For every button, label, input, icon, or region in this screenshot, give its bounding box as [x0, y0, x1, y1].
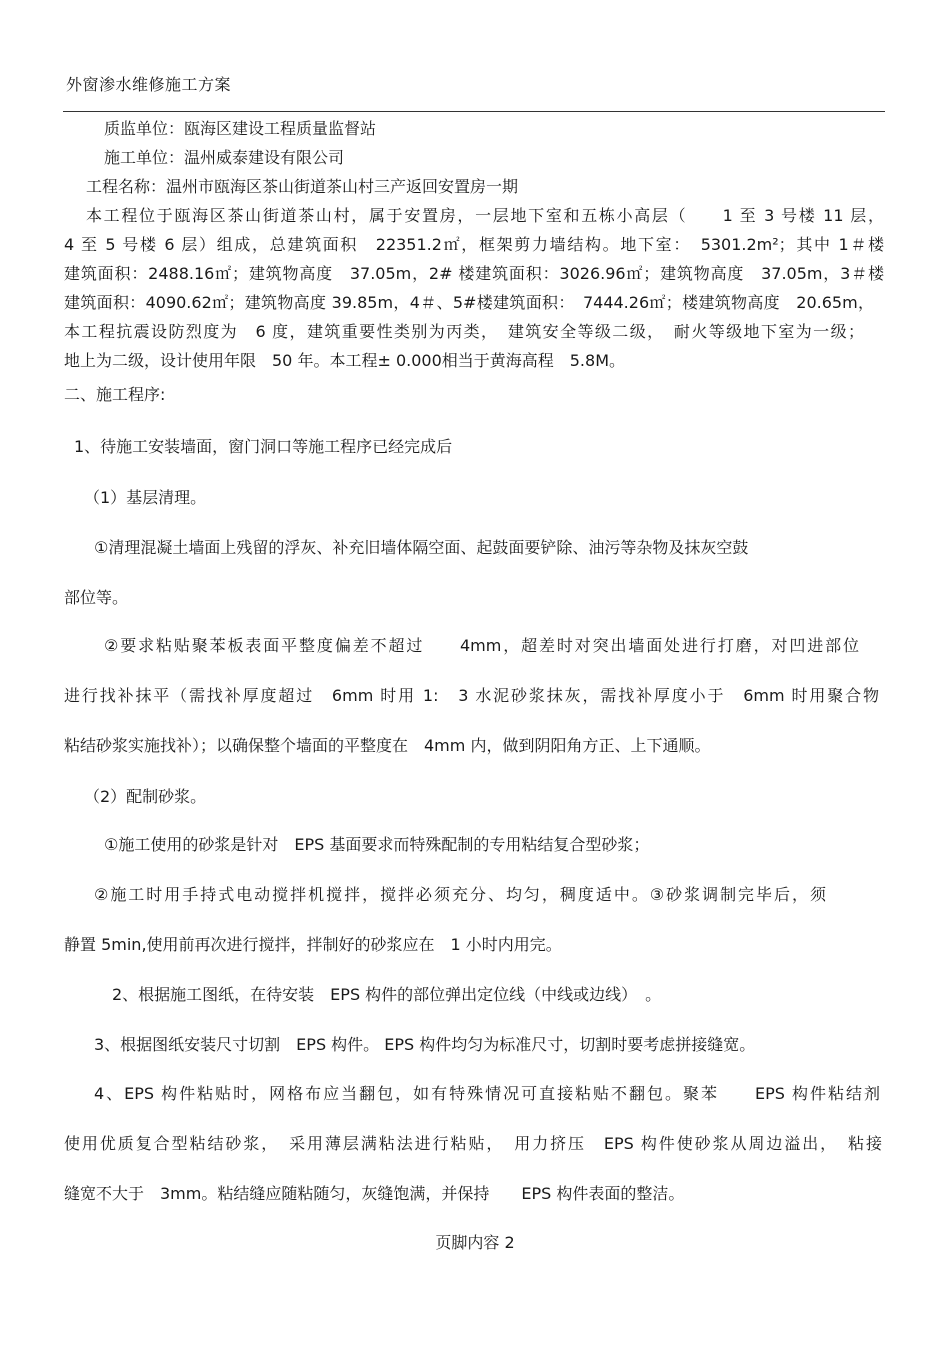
step-4-line: 使用优质复合型粘结砂浆， 采用薄层满粘法进行粘贴， 用力挤压 EPS 构件使砂浆从周边溢出， 粘接 [64, 1134, 882, 1153]
header-divider [63, 111, 885, 112]
paragraph-line: ①清理混凝土墙面上残留的浮灰、补充旧墙体隔空面、起鼓面要铲除、油污等杂物及抹灰空鼓 [94, 538, 749, 557]
step-4-line: 缝宽不大于 3mm。粘结缝应随粘随匀，灰缝饱满，并保持 EPS 构件表面的整洁。 [64, 1184, 685, 1203]
subsection-heading: （2）配制砂浆。 [84, 787, 207, 806]
overview-line: 本工程抗震设防烈度为 6 度，建筑重要性类别为丙类， 建筑安全等级二级， 耐火等级地下室为一级； [64, 322, 864, 341]
page-header-title: 外窗渗水维修施工方案 [66, 75, 232, 94]
paragraph-line: 部位等。 [64, 588, 129, 607]
overview-line: 地上为二级，设计使用年限 50 年。本工程± 0.000相当于黄海高程 5.8M。 [64, 351, 625, 370]
overview-line: 4 至 5 号楼 6 层）组成，总建筑面积 22351.2㎡，框架剪力墙结构。地下室： 5301.2m²；其中 1＃楼 [64, 235, 884, 254]
paragraph-line: 粘结砂浆实施找补）；以确保整个墙面的平整度在 4mm 内，做到阴阳角方正、上下通顺。 [64, 736, 711, 755]
step-1: 1、待施工安装墙面，窗门洞口等施工程序已经完成后 [74, 437, 453, 456]
supervision-unit: 质监单位：瓯海区建设工程质量监督站 [104, 119, 377, 138]
paragraph-line: ②施工时用手持式电动搅拌机搅拌，搅拌必须充分、均匀，稠度适中。③砂浆调制完毕后，须 [94, 885, 826, 904]
step-2: 2、根据施工图纸，在待安装 EPS 构件的部位弹出定位线（中线或边线） 。 [112, 985, 662, 1004]
project-name: 工程名称：温州市瓯海区茶山街道茶山村三产返回安置房一期 [86, 177, 519, 196]
overview-line: 建筑面积：2488.16㎡；建筑物高度 37.05m，2# 楼建筑面积：3026.96㎡；建筑物高度 37.05m，3＃楼 [64, 264, 884, 283]
step-3: 3、根据图纸安装尺寸切割 EPS 构件。 EPS 构件均匀为标准尺寸，切割时要考虑拼接缝宽。 [94, 1035, 756, 1054]
construction-unit: 施工单位：温州威泰建设有限公司 [104, 148, 345, 167]
section-heading: 二、施工程序: [64, 385, 166, 404]
step-4-line: 4、EPS 构件粘贴时，网格布应当翻包，如有特殊情况可直接粘贴不翻包。聚苯 EPS 构件粘结剂 [94, 1084, 880, 1103]
paragraph-line: 进行找补抹平（需找补厚度超过 6mm 时用 1: 3 水泥砂浆抹灰，需找补厚度小于 6mm 时用聚合物 [64, 686, 879, 705]
overview-line: 建筑面积：4090.62㎡；建筑物高度 39.85m，4＃、5#楼建筑面积： 7444.26㎡；楼建筑物高度 20.65m， [64, 293, 874, 312]
overview-line: 本工程位于瓯海区茶山街道茶山村，属于安置房，一层地下室和五栋小高层（ 1 至 3 号楼 11 层， [86, 206, 884, 225]
page-footer: 页脚内容 2 [435, 1233, 515, 1252]
paragraph-line: 静置 5min,使用前再次进行搅拌，拌制好的砂浆应在 1 小时内用完。 [64, 935, 562, 954]
subsection-heading: （1）基层清理。 [84, 488, 207, 507]
paragraph-line: ②要求粘贴聚苯板表面平整度偏差不超过 4mm，超差时对突出墙面处进行打磨，对凹进部位 [104, 636, 859, 655]
paragraph-line: ①施工使用的砂浆是针对 EPS 基面要求而特殊配制的专用粘结复合型砂浆； [104, 835, 650, 854]
